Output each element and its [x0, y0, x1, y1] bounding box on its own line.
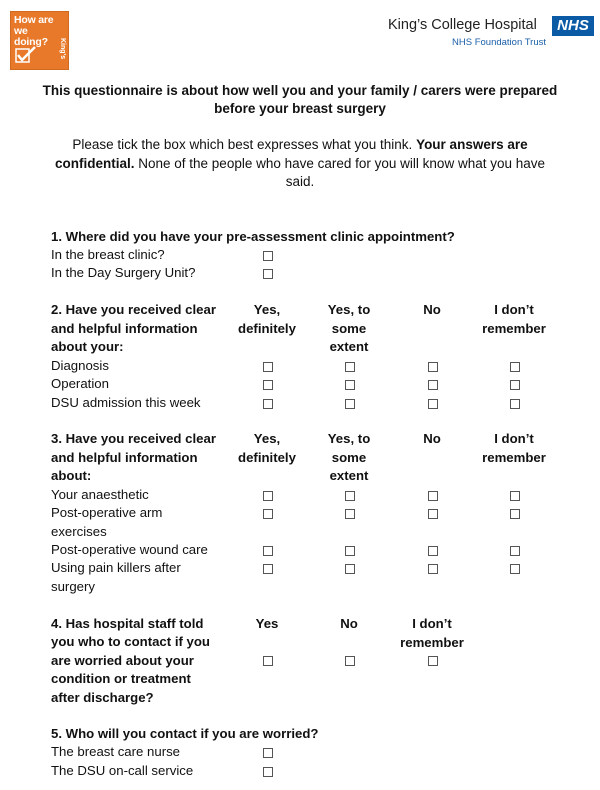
logo-text: How are we doing? — [14, 14, 54, 48]
q3-arm-exercises-yes-definitely-checkbox[interactable] — [263, 509, 273, 519]
q3-wound-care-yes-definitely-checkbox[interactable] — [263, 546, 273, 556]
header-line: I don’t — [494, 302, 534, 317]
q3-row-label: Using pain killers after — [51, 560, 181, 575]
q4-dont-remember-checkbox[interactable] — [428, 656, 438, 666]
q3-wound-care-yes-some-extent-checkbox[interactable] — [345, 546, 355, 556]
q4-no-checkbox[interactable] — [345, 656, 355, 666]
q4-question-line: after discharge? — [51, 690, 154, 705]
q1-option-label: In the breast clinic? — [51, 247, 165, 262]
header-line: Yes, to — [327, 302, 371, 317]
q4-col-header-no — [309, 615, 389, 634]
q2-diagnosis-no-checkbox[interactable] — [428, 362, 438, 372]
q3-row-label-continued: surgery — [51, 579, 95, 594]
q1-question: 1. Where did you have your pre-assessment clinic appointment? — [51, 229, 455, 244]
q3-row-label: Post-operative wound care — [51, 542, 208, 557]
q5-breast-care-nurse-checkbox[interactable] — [263, 748, 273, 758]
header-line: I don’t — [412, 616, 452, 631]
q3-anaesthetic-dont-remember-checkbox[interactable] — [510, 491, 520, 501]
q3-col-header-no — [392, 430, 472, 449]
q5-option-label: The DSU on-call service — [51, 763, 194, 778]
q2-row-label: Operation — [51, 376, 109, 391]
header-line: No — [423, 302, 441, 317]
logo-side-text: King's — [59, 38, 66, 60]
q3-arm-exercises-dont-remember-checkbox[interactable] — [510, 509, 520, 519]
q3-arm-exercises-no-checkbox[interactable] — [428, 509, 438, 519]
q3-pain-killers-dont-remember-checkbox[interactable] — [510, 564, 520, 574]
intro-text-2: None of the people who have cared for you will know what you have said. — [134, 155, 545, 189]
header-line: definitely — [238, 449, 296, 465]
header-line: Yes, — [253, 431, 281, 446]
tick-icon — [15, 46, 37, 64]
q2-operation-dont-remember-checkbox[interactable] — [510, 380, 520, 390]
q2-operation-yes-some-extent-checkbox[interactable] — [345, 380, 355, 390]
q4-question-line: condition or treatment — [51, 671, 191, 686]
q3-pain-killers-yes-some-extent-checkbox[interactable] — [345, 564, 355, 574]
header-line: some — [331, 449, 367, 465]
q2-col-header-no — [392, 301, 472, 320]
q2-operation-no-checkbox[interactable] — [428, 380, 438, 390]
hospital-name: King’s College Hospital — [388, 17, 537, 33]
intro-paragraph — [40, 136, 560, 192]
q1-checkbox-day-surgery-unit[interactable] — [263, 269, 273, 279]
q2-dsu-admission-yes-some-extent-checkbox[interactable] — [345, 399, 355, 409]
page-title: This questionnaire is about how well you and your family / carers were prepared before your breast surgery — [42, 83, 558, 116]
q3-col-header-dont-remember — [474, 430, 554, 467]
q3-anaesthetic-no-checkbox[interactable] — [428, 491, 438, 501]
q3-pain-killers-no-checkbox[interactable] — [428, 564, 438, 574]
header-line: extent — [329, 339, 369, 354]
q2-col-header-yes-some-extent — [309, 301, 389, 357]
q2-question-line: 2. Have you received clear — [51, 302, 216, 317]
header-line: Yes, to — [327, 431, 371, 446]
q5-question: 5. Who will you contact if you are worried? — [51, 726, 319, 741]
trust-name: NHS Foundation Trust — [452, 37, 546, 48]
how-are-we-doing-logo — [10, 11, 69, 70]
q2-row-label: DSU admission this week — [51, 395, 201, 410]
q2-dsu-admission-yes-definitely-checkbox[interactable] — [263, 399, 273, 409]
q2-diagnosis-yes-definitely-checkbox[interactable] — [263, 362, 273, 372]
q4-question-line: are worried about your — [51, 653, 194, 668]
q2-dsu-admission-no-checkbox[interactable] — [428, 399, 438, 409]
q2-col-header-yes-definitely — [227, 301, 307, 338]
header-line: No — [423, 431, 441, 446]
q2-question-line: about your: — [51, 339, 124, 354]
header-line: extent — [329, 468, 369, 483]
q3-row-label: Your anaesthetic — [51, 487, 149, 502]
q5-option-label: The breast care nurse — [51, 744, 181, 759]
q4-col-header-yes — [227, 615, 307, 634]
q3-question-line: about: — [51, 468, 92, 483]
q3-col-header-yes-some-extent — [309, 430, 389, 486]
q3-row-label-continued: exercises — [51, 524, 107, 539]
intro-bold-text: Your answers are confidential. — [54, 137, 528, 171]
q2-diagnosis-yes-some-extent-checkbox[interactable] — [345, 362, 355, 372]
intro-text-1: Please tick the box which best expresses what you think. — [72, 137, 417, 152]
q3-question-line: and helpful information — [51, 450, 198, 465]
q2-question-line: and helpful information — [51, 321, 198, 336]
nhs-logo: NHS — [552, 16, 594, 36]
q1-checkbox-breast-clinic[interactable] — [263, 251, 273, 261]
q2-col-header-dont-remember — [474, 301, 554, 338]
q1-option-label: In the Day Surgery Unit? — [51, 265, 196, 280]
q4-yes-checkbox[interactable] — [263, 656, 273, 666]
q4-question-line: you who to contact if you — [51, 634, 210, 649]
q4-col-header-dont-remember — [392, 615, 472, 652]
q3-anaesthetic-yes-definitely-checkbox[interactable] — [263, 491, 273, 501]
header-line: some — [331, 320, 367, 336]
q3-anaesthetic-yes-some-extent-checkbox[interactable] — [345, 491, 355, 501]
q2-diagnosis-dont-remember-checkbox[interactable] — [510, 362, 520, 372]
q3-question-line: 3. Have you received clear — [51, 431, 216, 446]
q3-row-label: Post-operative arm — [51, 505, 163, 520]
header-line: remember — [400, 634, 464, 650]
q3-pain-killers-yes-definitely-checkbox[interactable] — [263, 564, 273, 574]
header-line: No — [340, 616, 358, 631]
q2-row-label: Diagnosis — [51, 358, 109, 373]
header-line: remember — [482, 320, 546, 336]
q2-operation-yes-definitely-checkbox[interactable] — [263, 380, 273, 390]
q3-wound-care-no-checkbox[interactable] — [428, 546, 438, 556]
q3-col-header-yes-definitely — [227, 430, 307, 467]
q3-arm-exercises-yes-some-extent-checkbox[interactable] — [345, 509, 355, 519]
header-line: Yes — [255, 616, 279, 631]
q5-dsu-on-call-checkbox[interactable] — [263, 767, 273, 777]
q4-question-line: 4. Has hospital staff told — [51, 616, 204, 631]
q2-dsu-admission-dont-remember-checkbox[interactable] — [510, 399, 520, 409]
q3-wound-care-dont-remember-checkbox[interactable] — [510, 546, 520, 556]
header-line: Yes, — [253, 302, 281, 317]
header-line: I don’t — [494, 431, 534, 446]
header-line: definitely — [238, 320, 296, 336]
header-line: remember — [482, 449, 546, 465]
